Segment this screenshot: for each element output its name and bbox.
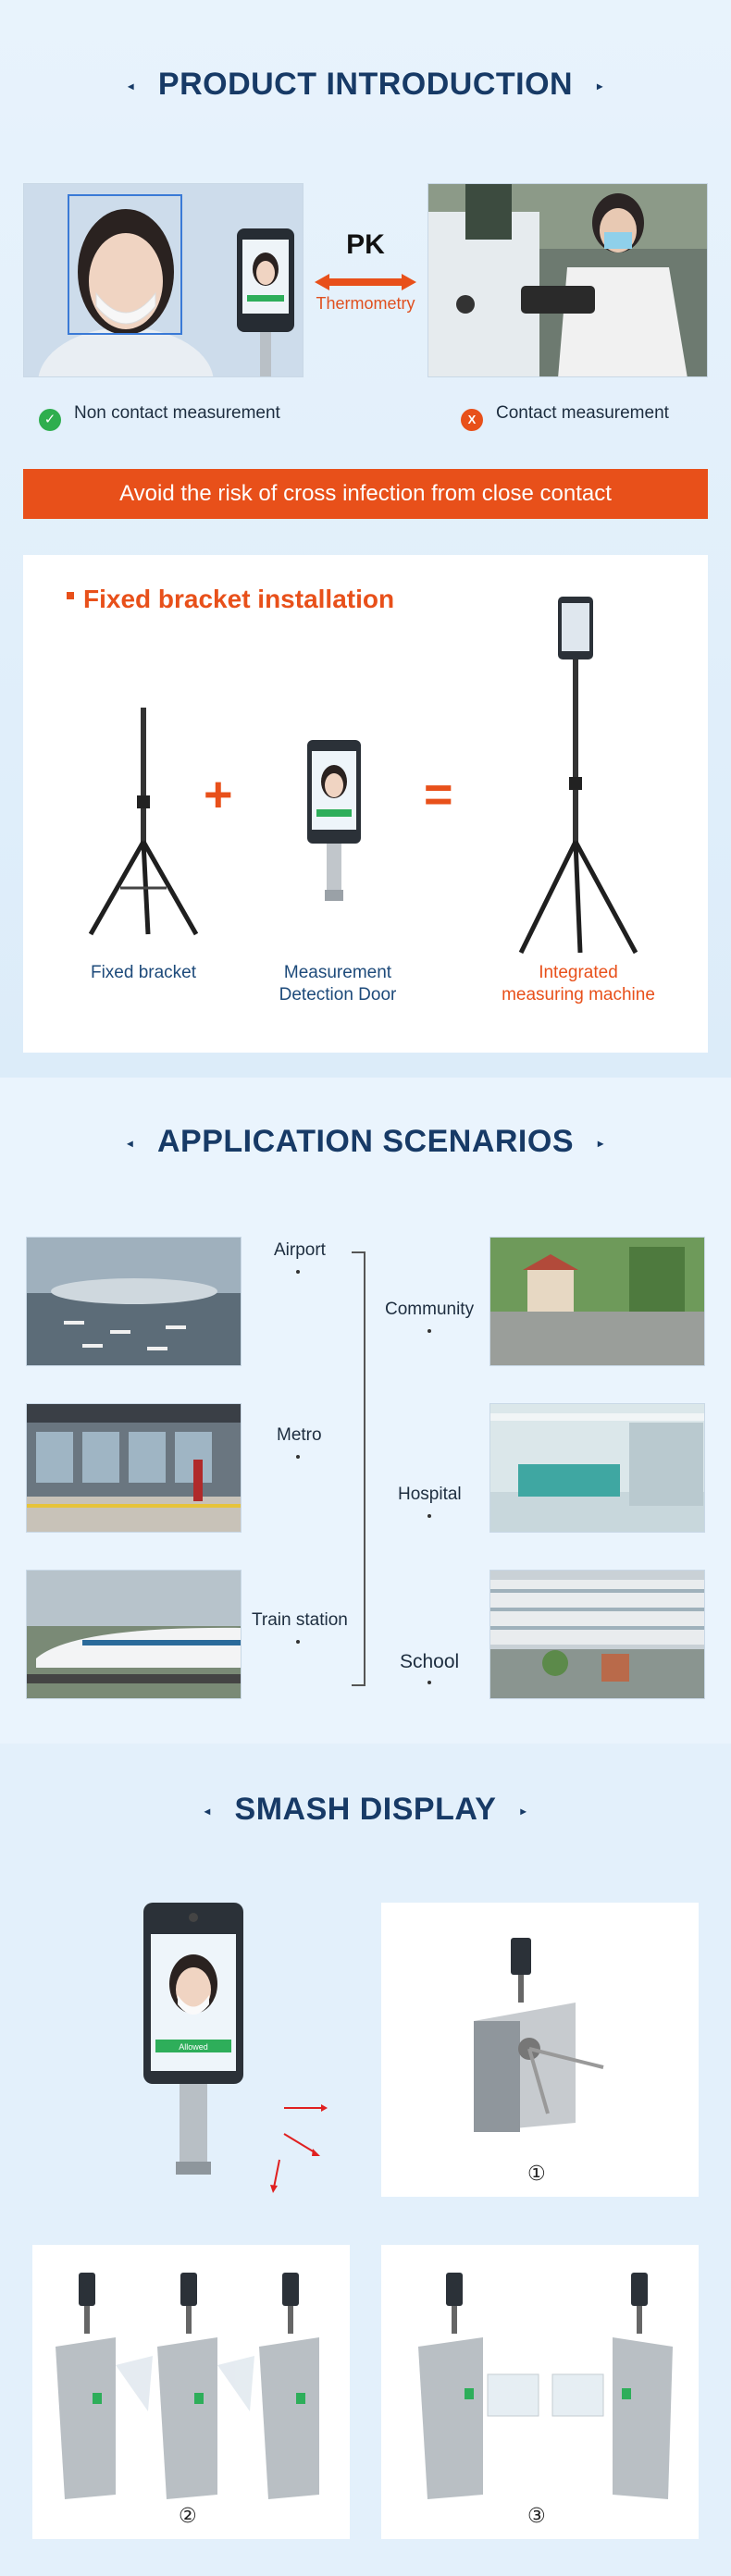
triangle-right-icon: ▸	[597, 80, 603, 93]
equals-sign: =	[424, 767, 453, 822]
flap-barrier-illustration	[42, 2273, 338, 2504]
scenario-community: Community	[385, 1300, 475, 1319]
check-icon: ✓	[39, 409, 61, 431]
scenario-train-station: Train station	[252, 1610, 348, 1630]
pk-label: PK	[346, 229, 385, 260]
heading-text: PRODUCT INTRODUCTION	[157, 67, 574, 102]
display-box-2	[32, 2245, 350, 2539]
dot	[427, 1329, 431, 1333]
timeline-line	[364, 1251, 366, 1686]
triangle-right-icon: ▸	[520, 1805, 527, 1818]
non-contact-photo	[23, 183, 304, 377]
display-box-1	[381, 1903, 699, 2197]
plus-sign: +	[204, 767, 233, 822]
metro-photo	[26, 1403, 242, 1533]
section-heading	[0, 1124, 731, 1160]
dot	[296, 1455, 300, 1459]
community-photo	[489, 1237, 705, 1366]
scenario-metro: Metro	[277, 1425, 322, 1445]
hospital-photo	[489, 1403, 705, 1533]
contact-label: Contact measurement	[496, 403, 669, 423]
section-heading	[0, 1792, 731, 1828]
card-title: Fixed bracket installation	[83, 585, 395, 613]
double-arrow-icon	[315, 274, 416, 290]
turnstile-illustration	[465, 1938, 622, 2141]
triangle-left-icon: ◂	[204, 1805, 211, 1818]
product-introduction-section	[0, 0, 731, 1078]
caption-line-2: Detection Door	[279, 985, 397, 1005]
caption-integrated-machine	[481, 962, 675, 1006]
dot	[296, 1640, 300, 1644]
heading-text: APPLICATION SCENARIOS	[156, 1124, 574, 1159]
dot	[427, 1681, 431, 1684]
triangle-right-icon: ▸	[598, 1137, 604, 1151]
triangle-left-icon: ◂	[127, 1137, 133, 1151]
dot	[296, 1270, 300, 1274]
caption-line-1: Measurement	[283, 963, 392, 982]
caption-fixed-bracket: Fixed bracket	[90, 963, 197, 982]
cross-icon: X	[461, 409, 483, 431]
train-station-photo	[26, 1570, 242, 1699]
device-status-text: Allowed	[179, 2042, 208, 2052]
smash-display-section	[0, 1744, 731, 2576]
bullet-icon	[67, 592, 74, 599]
tripod-illustration	[83, 703, 204, 943]
device-illustration	[139, 1903, 250, 2180]
warning-banner: Avoid the risk of cross infection from close contact	[23, 469, 708, 519]
thermometry-label: Thermometry	[316, 294, 415, 313]
triangle-left-icon: ◂	[128, 80, 134, 93]
community-image	[490, 1238, 705, 1366]
hospital-image	[490, 1404, 705, 1533]
metro-image	[27, 1404, 242, 1533]
scenario-school: School	[400, 1651, 460, 1672]
number-2: ②	[179, 2504, 197, 2527]
train-image	[27, 1571, 242, 1699]
face-scan-illustration	[24, 184, 304, 377]
caption-line-2: measuring machine	[502, 985, 655, 1005]
number-3: ③	[527, 2504, 546, 2527]
timeline-tick	[352, 1684, 366, 1686]
airport-photo	[26, 1237, 242, 1366]
heading-text: SMASH DISPLAY	[234, 1792, 497, 1827]
section-heading	[0, 67, 731, 103]
scenario-airport: Airport	[274, 1240, 326, 1260]
dot	[427, 1514, 431, 1518]
display-box-3	[381, 2245, 699, 2539]
application-scenarios-section	[0, 1078, 731, 1744]
number-1: ①	[527, 2162, 546, 2185]
contact-measurement-illustration	[428, 184, 708, 377]
airport-image	[27, 1238, 242, 1366]
non-contact-label: Non contact measurement	[74, 403, 280, 423]
red-arrows-icon	[261, 2095, 335, 2197]
caption-detection-door	[259, 962, 416, 1006]
scenario-hospital: Hospital	[398, 1485, 462, 1504]
school-photo	[489, 1570, 705, 1699]
integrated-machine-illustration	[514, 592, 643, 957]
school-image	[490, 1571, 705, 1699]
detection-door-illustration	[304, 740, 365, 911]
caption-line-1: Integrated	[539, 963, 618, 982]
contact-photo	[427, 183, 708, 377]
swing-gate-illustration	[400, 2273, 677, 2504]
timeline-tick	[352, 1251, 366, 1253]
